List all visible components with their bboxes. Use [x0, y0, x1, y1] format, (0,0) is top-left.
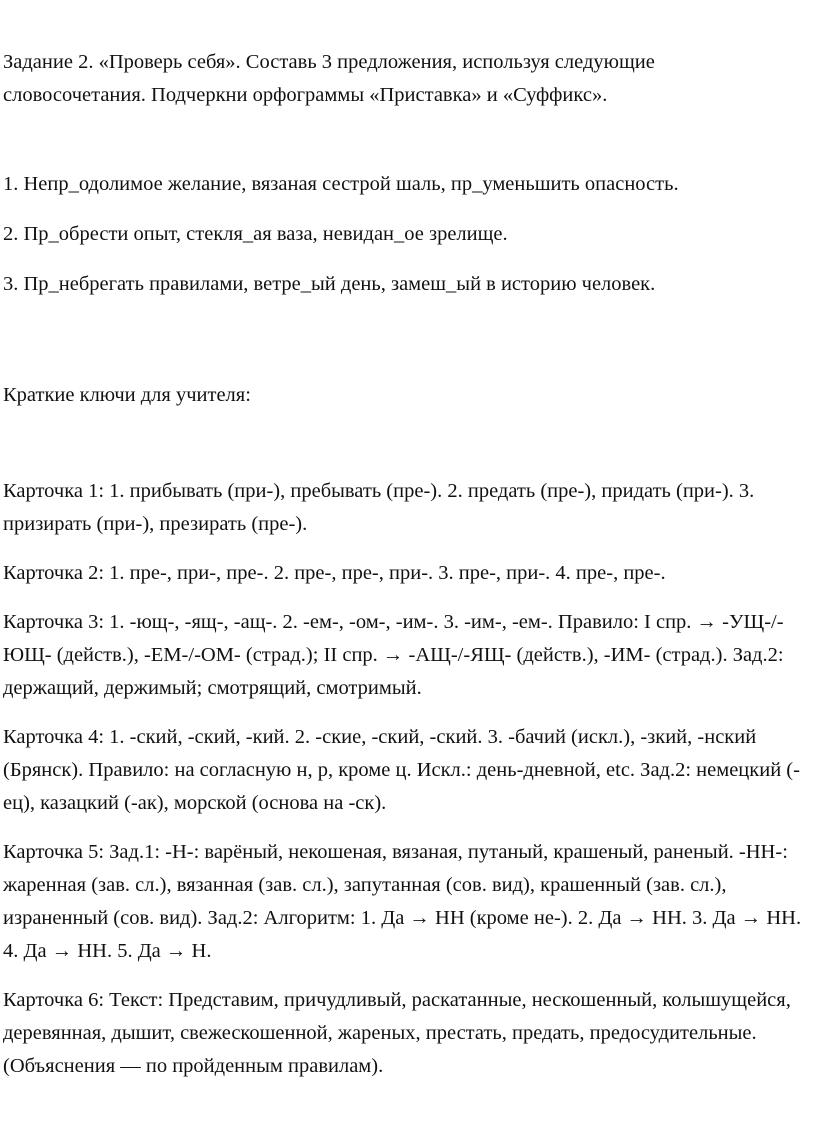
answer-card-6: Карточка 6: Текст: Представим, причудливый, раскатанные, нескошенный, колышущейся, деревянная, дышит, свежескошенной, жареных, престать, предать, предосудительные. (Объяснения — по пройденным правилам). — [3, 989, 791, 1077]
answer-card-1: Карточка 1: 1. прибывать (при-), пребывать (пре-). 2. предать (пре-), придать (при-). 3. призирать (при-), презирать (пре-). — [3, 480, 755, 535]
teacher-keys-heading: Краткие ключи для учителя: — [3, 384, 251, 406]
task-paragraph: Задание 2. «Проверь себя». Составь 3 предложения, используя следующие словосочетания. Подчеркни орфограммы «Приставка» и «Суффикс». — [3, 51, 655, 106]
answer-card-2: Карточка 2: 1. пре-, при-, пре-. 2. пре-, пре-, при-. 3. пре-, при-. 4. пре-, пре-. — [3, 562, 666, 584]
phrase-list-item-2: 2. Пр_обрести опыт, стекля_ая ваза, невидан_ое зрелище. — [3, 223, 508, 245]
answer-card-3: Карточка 3: 1. -ющ-, -ящ-, -ащ-. 2. -ем-, -ом-, -им-. 3. -им-, -ем-. Правило: I спр. → -УЩ-/-ЮЩ- (действ.), -ЕМ-/-ОМ- (страд.); II спр. → -АЩ-/-ЯЩ- (действ.), -ИМ- (страд.). Зад.2: держащий, держимый; смотрящий, смотримый. — [3, 611, 784, 699]
answer-card-5: Карточка 5: Зад.1: -Н-: варёный, некошеная, вязаная, путаный, крашеный, раненый. -НН-: жаренная (зав. сл.), вязанная (зав. сл.), запутанная (сов. вид), крашенный (зав. сл.), израненный (сов. вид). Зад.2: Алгоритм: 1. Да → НН (кроме не-). 2. Да → НН. 3. Да → НН. 4. Да → НН. 5. Да → Н. — [3, 841, 802, 962]
phrase-list-item-3: 3. Пр_небрегать правилами, ветре_ый день, замеш_ый в историю человек. — [3, 273, 656, 295]
answer-card-4: Карточка 4: 1. -ский, -ский, -кий. 2. -ские, -ский, -ский. 3. -бачий (искл.), -зкий, -нский (Брянск). Правило: на согласную н, р, кроме ц. Искл.: день-дневной, etc. Зад.2: немецкий (-ец), казацкий (-ак), морской (основа на -ск). — [3, 726, 800, 814]
phrase-list-item-1: 1. Непр_одолимое желание, вязаная сестрой шаль, пр_уменьшить опасность. — [3, 173, 679, 195]
